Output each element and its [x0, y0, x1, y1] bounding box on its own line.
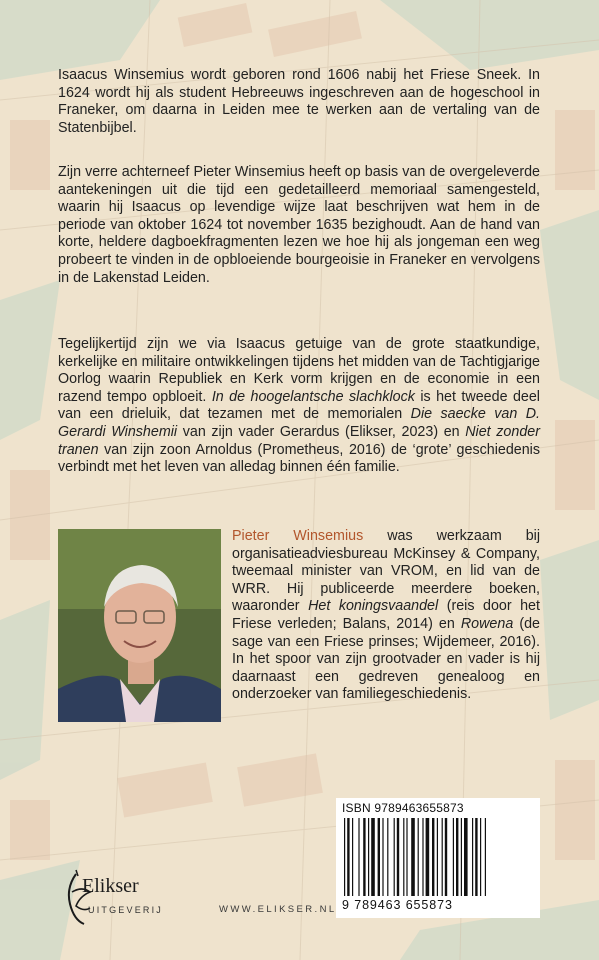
publisher-website[interactable]: WWW.ELIKSER.NL: [219, 904, 337, 915]
intro-paragraph-2: Zijn verre achterneef Pieter Winsemius heeft op basis van de overgeleverde aantekeningen uit die tijd een gedetailleerd memoriaal samengesteld, waarin hij Isaacus op levendige wijze laat beschrijven wat hem in de periode van oktober 1624 tot november 1635 bezighoudt. Aan de hand van korte, heldere dagboekfragmenten lezen we hoe hij als jongeman een weg probeert te vinden in de opbloeiende bourgeoisie in Franeker en vervolgens in de Lakenstad Leiden.: [58, 164, 540, 286]
intro-paragraph-3: [58, 336, 540, 477]
book-title-koningsvaandel: Het koningsvaandel: [308, 598, 439, 615]
isbn-label: ISBN 9789463655873: [342, 801, 464, 815]
book-title-saecke: Die saecke van D. Gerardi Winshemii: [58, 406, 540, 440]
bio-text-2: (reis door het Friese verleden; Balans, 2014) en: [232, 598, 540, 632]
bio-text-3: (de sage van een Friese prinses; Wijdemeer, 2016). In het spoor van zijn grootvader en vader is hij daarnaast een gedreven genealoog en onderzoeker van familiegeschiedenis.: [232, 615, 540, 703]
author-name: Pieter Winsemius: [232, 528, 364, 544]
book-title-rowena: Rowena: [460, 615, 514, 632]
publisher-subtitle: UITGEVERIJ: [88, 905, 164, 915]
p3-text-b: is het tweede deel van een drieluik, dat tezamen met de memorialen: [58, 388, 540, 423]
p3-text-d: van zijn zoon Arnoldus (Prometheus, 2016) de ‘grote’ geschiedenis verbindt met het leven van alledag binnen één familie.: [58, 441, 540, 476]
barcode-digits: 9 789463 655873: [342, 898, 453, 912]
p3-text-a: Tegelijkertijd zijn we via Isaacus getuige van de grote staatkundige, kerkelijke en militaire ontwikkelingen tijdens het midden van de Tachtigjarige Oorlog waarin Republiek en Kerk vorm krijgen en de economie in een razend tempo opbloeit.: [58, 336, 540, 405]
book-title-tranen: Niet zonder tranen: [58, 423, 540, 458]
intro-paragraph-1: Isaacus Winsemius wordt geboren rond 1606 nabij het Friese Sneek. In 1624 wordt hij als student Hebreeuws ingeschreven aan de hogeschool in Franeker, om daarna in Leiden mee te werken aan de vertaling van de Statenbijbel.: [58, 67, 540, 136]
book-title-slachklock: In de hoogelantsche slachklock: [211, 388, 415, 405]
author-photo: [58, 529, 221, 722]
barcode-bars: [342, 818, 534, 898]
author-bio: [232, 528, 540, 704]
isbn-barcode: [336, 798, 540, 918]
bio-text-1: was werkzaam bij organisatieadviesbureau McKinsey & Company, tweemaal minister van VROM, en lid van de WRR. Hij publiceerde meerdere boeken, waaronder: [232, 528, 541, 615]
publisher-name: Elikser: [82, 875, 139, 897]
p3-text-c: van zijn vader Gerardus (Elikser, 2023) en: [177, 423, 466, 440]
